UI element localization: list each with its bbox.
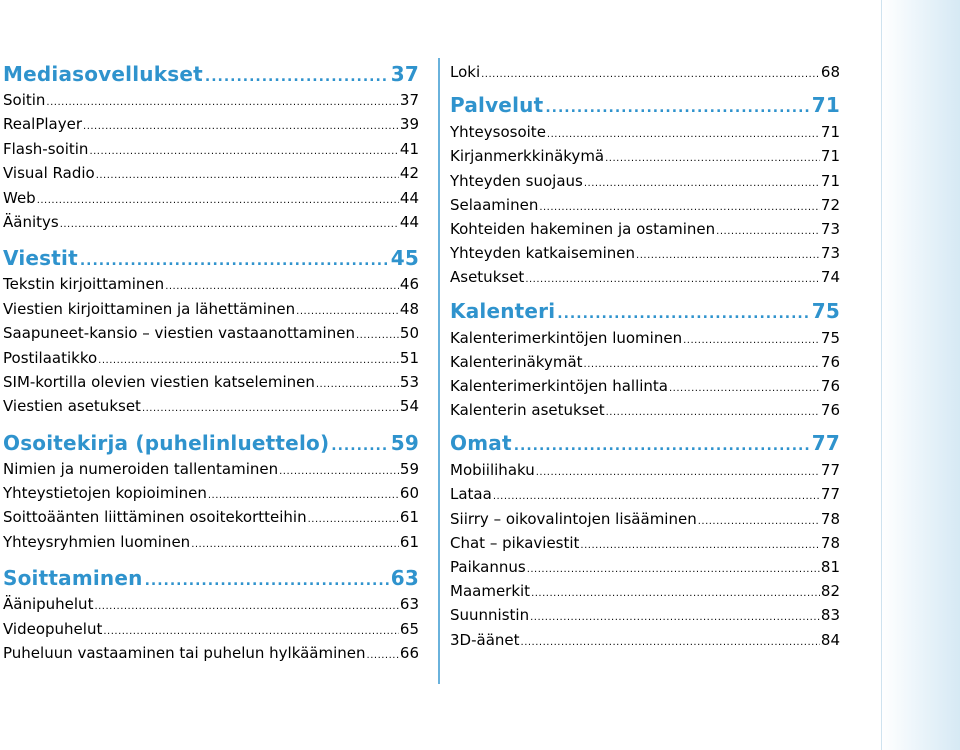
dot-leader <box>308 508 399 532</box>
dot-leader <box>545 93 809 123</box>
toc-entry-kohteiden-hakeminen-ja-ostaminen[interactable] <box>450 217 840 241</box>
entry-page-number: 42 <box>399 164 419 183</box>
toc-entry-yhteystietojen-kopioiminen[interactable] <box>3 481 419 505</box>
entry-label: Selaaminen <box>450 195 539 214</box>
section-page-number: 71 <box>811 93 840 118</box>
toc-entry-tekstin-kirjoittaminen[interactable] <box>3 272 419 296</box>
toc-entry-aanitys[interactable] <box>3 210 419 234</box>
dot-leader <box>367 644 399 668</box>
toc-section <box>450 296 840 423</box>
entry-page-number: 77 <box>820 461 840 480</box>
entry-label: Soittoäänten liittäminen osoitekortteihin <box>3 508 307 527</box>
section-page-number: 37 <box>390 62 419 86</box>
toc-section <box>3 564 419 665</box>
entry-label: Siirry – oikovalintojen lisääminen <box>450 509 697 528</box>
dot-leader <box>521 631 820 655</box>
entry-page-number: 74 <box>820 268 840 287</box>
toc-entry-maamerkit[interactable] <box>450 579 840 603</box>
dot-leader <box>356 324 399 348</box>
entry-label: Maamerkit <box>450 582 531 601</box>
dot-leader <box>525 268 820 292</box>
section-page-number: 45 <box>390 246 419 271</box>
entry-page-number: 72 <box>820 195 840 214</box>
dot-leader <box>580 534 819 558</box>
dot-leader <box>698 510 820 534</box>
entry-label: Soitin <box>3 91 46 109</box>
toc-section <box>3 244 419 418</box>
dot-leader <box>605 147 820 171</box>
toc-entry-kirjanmerkkinakyma[interactable] <box>450 144 840 168</box>
dot-leader <box>83 115 399 139</box>
toc-entry-chat-pikaviestit[interactable] <box>450 531 840 555</box>
dot-leader <box>331 432 388 460</box>
entry-label: Chat – pikaviestit <box>450 533 580 552</box>
entry-page-number: 65 <box>399 619 419 638</box>
entry-page-number: 44 <box>399 188 419 207</box>
entry-page-number: 83 <box>820 606 840 625</box>
entry-page-number: 68 <box>820 63 840 81</box>
toc-entry-saapuneet-kansio-viestien-vastaanottaminen[interactable] <box>3 321 419 345</box>
entry-page-number: 63 <box>399 595 419 614</box>
entry-page-number: 78 <box>820 533 840 552</box>
entry-page-number: 60 <box>399 484 419 503</box>
toc-entry-realplayer[interactable] <box>3 112 419 136</box>
toc-left-column <box>3 60 419 665</box>
toc-section <box>3 60 419 234</box>
dot-leader <box>716 220 820 244</box>
entry-label: Yhteyden suojaus <box>450 171 583 190</box>
section-page-number: 59 <box>390 430 419 455</box>
entry-page-number: 71 <box>820 147 840 166</box>
entry-label: Loki <box>450 63 481 81</box>
toc-entry-soittoaanten-liittaminen-osoitekortteihin[interactable] <box>3 505 419 529</box>
entry-label: Mobiilihaku <box>450 461 535 480</box>
entry-page-number: 71 <box>820 123 840 142</box>
toc-entry-yhteyden-katkaiseminen[interactable] <box>450 241 840 265</box>
entry-page-number: 46 <box>399 275 419 294</box>
entry-page-number: 81 <box>820 558 840 576</box>
dot-leader <box>683 329 820 353</box>
dot-leader <box>96 164 399 188</box>
section-heading-palvelut[interactable] <box>450 90 840 120</box>
entry-page-number: 73 <box>820 244 840 263</box>
toc-entry-mobiilihaku[interactable] <box>450 458 840 482</box>
section-heading-kalenteri[interactable] <box>450 296 840 326</box>
section-title: Kalenteri <box>450 298 556 323</box>
dot-leader <box>536 461 820 485</box>
section-page-number: 77 <box>811 431 840 456</box>
dot-leader <box>142 397 399 421</box>
dot-leader <box>584 172 820 196</box>
entry-label: Kalenterin asetukset <box>450 401 605 420</box>
entry-page-number: 39 <box>399 115 419 134</box>
entry-page-number: 75 <box>820 328 840 347</box>
toc-entry-asetukset[interactable] <box>450 265 840 289</box>
toc-entry-kalenterin-asetukset[interactable] <box>450 398 840 422</box>
entry-page-number: 61 <box>399 508 419 527</box>
entry-page-number: 66 <box>399 644 419 663</box>
entry-page-number: 37 <box>399 91 419 109</box>
dot-leader <box>279 460 399 484</box>
dot-leader <box>531 582 820 606</box>
entry-page-number: 71 <box>820 171 840 190</box>
dot-leader <box>94 595 398 619</box>
entry-label: Yhteysryhmien luominen <box>3 532 191 551</box>
section-title: Osoitekirja (puhelinluettelo) <box>3 430 330 455</box>
entry-page-number: 73 <box>820 219 840 238</box>
toc-entry-loki[interactable] <box>450 60 840 84</box>
section-title: Palvelut <box>450 93 544 118</box>
dot-leader <box>669 377 820 401</box>
toc-entry-selaaminen[interactable] <box>450 193 840 217</box>
toc-entry-sim-kortilla-olevien-viestien-katseleminen[interactable] <box>3 370 419 394</box>
entry-page-number: 76 <box>820 352 840 371</box>
entry-label: Visual Radio <box>3 164 95 183</box>
entry-page-number: 77 <box>820 485 840 504</box>
dot-leader <box>481 63 820 87</box>
dot-leader <box>636 244 820 268</box>
dot-leader <box>514 431 810 461</box>
entry-page-number: 51 <box>399 348 419 367</box>
dot-leader <box>80 247 389 275</box>
toc-entry-kalenterinakymat[interactable] <box>450 350 840 374</box>
dot-leader <box>60 213 399 237</box>
section-heading-soittaminen[interactable] <box>3 564 419 592</box>
entry-label: Saapuneet-kansio – viestien vastaanottaminen <box>3 324 355 343</box>
entry-page-number: 82 <box>820 582 840 601</box>
toc-entry-visual-radio[interactable] <box>3 161 419 185</box>
entry-page-number: 84 <box>820 630 840 649</box>
entry-label: 3D-äänet <box>450 630 520 649</box>
section-title: Omat <box>450 431 512 456</box>
toc-entry-web[interactable] <box>3 186 419 210</box>
toc-entry-siirry-oikovalintojen-lisaaminen[interactable] <box>450 507 840 531</box>
section-heading-omat[interactable] <box>450 428 840 458</box>
entry-label: Videopuhelut <box>3 619 103 638</box>
toc-entry-flash-soitin[interactable] <box>3 137 419 161</box>
entry-page-number: 53 <box>399 372 419 391</box>
dot-leader <box>530 606 820 630</box>
toc-section <box>3 429 419 555</box>
entry-page-number: 61 <box>399 532 419 551</box>
entry-label: SIM-kortilla olevien viestien katseleminen <box>3 372 315 391</box>
toc-right-column <box>450 60 840 652</box>
toc-section <box>450 90 840 289</box>
entry-label: Yhteyden katkaiseminen <box>450 244 636 263</box>
page-edge-band <box>882 0 960 750</box>
entry-label: Kirjanmerkkinäkymä <box>450 147 605 166</box>
section-heading-viestit[interactable] <box>3 244 419 272</box>
section-title: Viestit <box>3 246 78 271</box>
toc-entry-nimien-ja-numeroiden-tallentaminen[interactable] <box>3 457 419 481</box>
entry-page-number: 41 <box>399 139 419 158</box>
entry-label: RealPlayer <box>3 115 83 134</box>
dot-leader <box>145 567 389 595</box>
dot-leader <box>527 558 820 582</box>
toc-entry-yhteyden-suojaus[interactable] <box>450 169 840 193</box>
toc-entry-viestien-asetukset[interactable] <box>3 394 419 418</box>
toc-entry-yhteysosoite[interactable] <box>450 120 840 144</box>
entry-label: Kalenterinäkymät <box>450 352 583 371</box>
section-page-number: 75 <box>811 298 840 323</box>
entry-label: Web <box>3 188 36 207</box>
section-page-number: 63 <box>390 566 419 591</box>
toc-entry-lataa[interactable] <box>450 482 840 506</box>
entry-label: Kalenterimerkintöjen luominen <box>450 328 683 347</box>
entry-label: Lataa <box>450 485 492 504</box>
entry-page-number: 54 <box>399 397 419 416</box>
toc-entry-aanipuhelut[interactable] <box>3 592 419 616</box>
entry-label: Yhteysosoite <box>450 123 546 142</box>
toc-entry-videopuhelut[interactable] <box>3 617 419 641</box>
entry-label: Yhteystietojen kopioiminen <box>3 484 207 503</box>
entry-label: Asetukset <box>450 268 525 287</box>
entry-label: Puheluun vastaaminen tai puhelun hylkääminen <box>3 644 366 663</box>
toc-entry-postilaatikko[interactable] <box>3 346 419 370</box>
entry-label: Äänitys <box>3 212 59 231</box>
toc-entry-soitin[interactable] <box>3 88 419 112</box>
dot-leader <box>557 299 809 329</box>
entry-page-number: 78 <box>820 509 840 528</box>
dot-leader <box>46 91 398 115</box>
toc-section <box>450 428 840 652</box>
entry-page-number: 59 <box>399 459 419 478</box>
section-heading-osoitekirja-puhelinluettelo[interactable] <box>3 429 419 457</box>
entry-label: Viestien kirjoittaminen ja lähettäminen <box>3 299 296 318</box>
entry-page-number: 50 <box>399 324 419 343</box>
entry-label: Postilaatikko <box>3 348 98 367</box>
entry-label: Paikannus <box>450 558 526 576</box>
dot-leader <box>191 533 399 557</box>
entry-label: Äänipuhelut <box>3 595 94 614</box>
entry-page-number: 76 <box>820 376 840 395</box>
entry-label: Nimien ja numeroiden tallentaminen <box>3 459 279 478</box>
toc-entry-viestien-kirjoittaminen-ja-lahettaminen[interactable] <box>3 297 419 321</box>
toc-entry-puheluun-vastaaminen-tai-puhelun-hylkaaminen[interactable] <box>3 641 419 665</box>
toc-section <box>450 60 840 84</box>
dot-leader <box>316 373 399 397</box>
entry-page-number: 44 <box>399 212 419 231</box>
entry-label: Kalenterimerkintöjen hallinta <box>450 376 668 395</box>
column-divider <box>438 58 440 684</box>
entry-page-number: 48 <box>399 299 419 318</box>
section-title: Mediasovellukset <box>3 62 203 86</box>
section-heading-mediasovellukset[interactable] <box>3 60 419 88</box>
toc-entry-paikannus[interactable] <box>450 555 840 579</box>
entry-label: Suunnistin <box>450 606 530 625</box>
toc-entry-3d-aanet[interactable] <box>450 628 840 652</box>
toc-entry-kalenterimerkintojen-luominen[interactable] <box>450 326 840 350</box>
dot-leader <box>89 140 398 164</box>
entry-label: Tekstin kirjoittaminen <box>3 275 165 294</box>
entry-page-number: 76 <box>820 401 840 420</box>
toc-entry-yhteysryhmien-luominen[interactable] <box>3 530 419 554</box>
toc-entry-suunnistin[interactable] <box>450 603 840 627</box>
section-title: Soittaminen <box>3 566 143 591</box>
entry-label: Flash-soitin <box>3 139 89 158</box>
entry-label: Viestien asetukset <box>3 397 141 416</box>
entry-label: Kohteiden hakeminen ja ostaminen <box>450 219 716 238</box>
dot-leader <box>606 401 820 425</box>
dot-leader <box>37 189 399 213</box>
toc-entry-kalenterimerkintojen-hallinta[interactable] <box>450 374 840 398</box>
dot-leader <box>205 63 389 91</box>
